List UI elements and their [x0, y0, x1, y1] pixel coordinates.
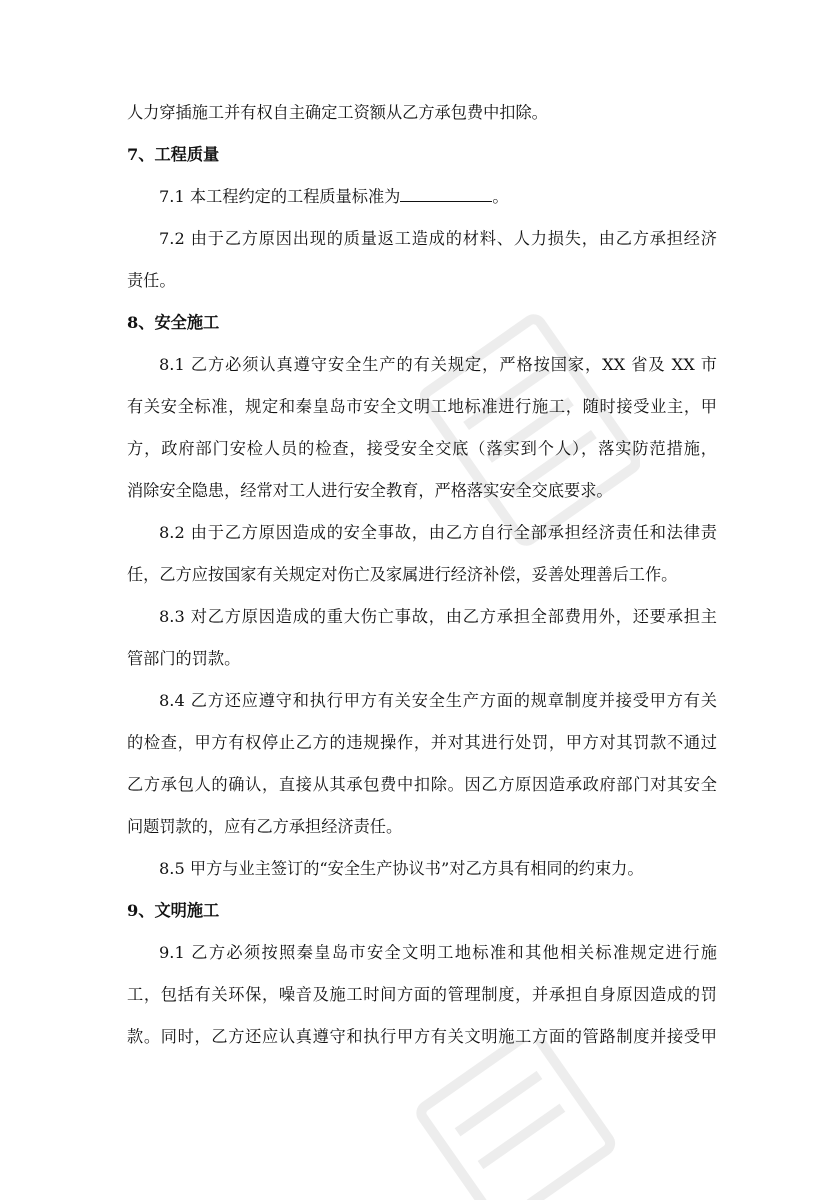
clause-9-1-line: 工，包括有关环保，噪音及施工时间方面的管理制度，并承担自身原因造成的罚: [127, 985, 717, 1004]
clause-8-5: 8.5 甲方与业主签订的“安全生产协议书”对乙方具有相同的约束力。: [159, 859, 644, 878]
clause-8-3-line: 8.3 对乙方原因造成的重大伤亡事故，由乙方承担全部费用外，还要承担主: [159, 607, 717, 626]
clause-8-1-line: 8.1 乙方必须认真遵守安全生产的有关规定，严格按国家，XX 省及 XX 市: [159, 355, 717, 374]
clause-8-1-line: 方，政府部门安检人员的检查，接受安全交底（落实到个人），落实防范措施，: [127, 439, 717, 458]
paragraph-line: 人力穿插施工并有权自主确定工资额从乙方承包费中扣除。: [127, 103, 548, 122]
clause-8-4-line: 问题罚款的，应有乙方承担经济责任。: [127, 817, 403, 836]
clause-8-2-line: 8.2 由于乙方原因造成的安全事故，由乙方自行全部承担经济责任和法律责: [159, 523, 717, 542]
clause-8-4-line: 8.4 乙方还应遵守和执行甲方有关安全生产方面的规章制度并接受甲方有关: [159, 691, 717, 710]
clause-7-1: [127, 176, 717, 218]
clause-7-2-line: 7.2 由于乙方原因出现的质量返工造成的材料、人力损失，由乙方承担经济: [159, 229, 717, 248]
watermark-icon: [400, 1040, 620, 1200]
section-heading-9: 9、文明施工: [127, 901, 220, 920]
clause-8-1-line: 消除安全隐患，经常对工人进行安全教育，严格落实安全交底要求。: [127, 481, 613, 500]
clause-9-1-line: 款。同时，乙方还应认真遵守和执行甲方有关文明施工方面的管路制度并接受甲: [127, 1027, 717, 1046]
section-heading-8: 8、安全施工: [127, 313, 220, 332]
clause-text: 。: [492, 187, 509, 206]
document-body: [127, 92, 717, 1058]
clause-8-2-line: 任，乙方应按国家有关规定对伤亡及家属进行经济补偿，妥善处理善后工作。: [127, 565, 678, 584]
section-heading-7: 7、工程质量: [127, 145, 220, 164]
clause-8-3-line: 管部门的罚款。: [127, 649, 241, 668]
clause-7-2-line: 责任。: [127, 271, 176, 290]
clause-8-1-line: 有关安全标准，规定和秦皇岛市安全文明工地标准进行施工，随时接受业主，甲: [127, 397, 717, 416]
clause-8-4-line: 乙方承包人的确认，直接从其承包费中扣除。因乙方原因造承政府部门对其安全: [127, 775, 717, 794]
fill-in-blank: [400, 187, 492, 202]
clause-text: 7.1 本工程约定的工程质量标准为: [159, 187, 401, 206]
clause-9-1-line: 9.1 乙方必须按照秦皇岛市安全文明工地标准和其他相关标准规定进行施: [159, 943, 717, 962]
clause-8-4-line: 的检查，甲方有权停止乙方的违规操作，并对其进行处罚，甲方对其罚款不通过: [127, 733, 717, 752]
